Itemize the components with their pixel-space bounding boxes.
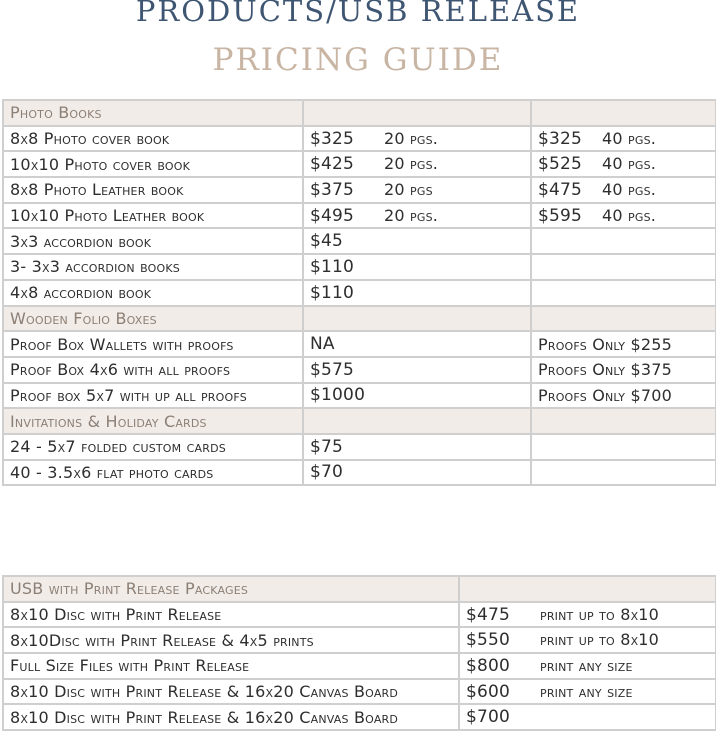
alt-price: $475 [538, 179, 583, 200]
price-cell [303, 203, 531, 229]
price: $110 [310, 256, 355, 277]
section-heading: Wooden Folio Boxes [3, 306, 303, 332]
price: $70 [310, 462, 344, 483]
price: $1000 [310, 385, 366, 406]
page-subtitle: PRICING GUIDE [212, 42, 504, 78]
table-row [3, 627, 716, 653]
price-cell [303, 151, 531, 177]
section-heading-blank [459, 576, 716, 602]
pricing-table-usb [2, 575, 716, 731]
section-heading-blank [531, 408, 716, 434]
item-name: Proof Box 4x6 with all proofs [3, 357, 303, 383]
table-row [3, 151, 716, 177]
price-cell [303, 331, 531, 357]
price-note: print any size [540, 681, 633, 701]
section-heading-blank [303, 306, 531, 332]
alt-price-cell [531, 126, 716, 152]
item-name: 8x10 Disc with Print Release [3, 602, 459, 628]
price-cell [459, 653, 716, 679]
section-header-row [3, 408, 716, 434]
price: $800 [466, 655, 511, 676]
table-row [3, 126, 716, 152]
price: $575 [310, 359, 355, 380]
price-note: 20 pgs [384, 179, 433, 199]
item-name: 8x10Disc with Print Release & 4x5 prints [3, 627, 459, 653]
table-row [3, 203, 716, 229]
price-cell [303, 383, 531, 409]
item-name: 40 - 3.5x6 flat photo cards [3, 460, 303, 486]
alt-price-note: 40 pgs. [602, 128, 657, 148]
table-row [3, 177, 716, 203]
table-row [3, 254, 716, 280]
price-cell [303, 460, 531, 486]
alt-price-cell [531, 357, 716, 383]
item-name: 8x10 Disc with Print Release & 16x20 Canvas Board [3, 704, 459, 730]
price: $425 [310, 154, 355, 175]
table-row [3, 602, 716, 628]
price-cell [303, 357, 531, 383]
table-row [3, 280, 716, 306]
price-note: print up to 8x10 [540, 604, 660, 624]
price-cell [303, 280, 531, 306]
alt-price-cell [531, 280, 716, 306]
item-name: 3- 3x3 accordion books [3, 254, 303, 280]
alt-price-note: 40 pgs. [602, 179, 657, 199]
section-header-row [3, 576, 716, 602]
item-name: 4x8 accordion book [3, 280, 303, 306]
item-name: Full Size Files with Print Release [3, 653, 459, 679]
table-row [3, 383, 716, 409]
alt-price-cell [531, 151, 716, 177]
price-note: 20 pgs. [384, 154, 439, 174]
price: $45 [310, 231, 344, 252]
item-name: Proof Box Wallets with proofs [3, 331, 303, 357]
price-cell [459, 627, 716, 653]
table-row [3, 357, 716, 383]
alt-price-cell [531, 254, 716, 280]
price-note: 20 pgs. [384, 205, 439, 225]
alt-price-note: Proofs Only $375 [538, 360, 673, 380]
alt-price-cell [531, 203, 716, 229]
alt-price-note: 40 pgs. [602, 154, 657, 174]
section-heading-blank [531, 100, 716, 126]
section-heading-blank [303, 408, 531, 434]
table-row [3, 228, 716, 254]
price: $325 [310, 128, 355, 149]
section-header-row [3, 306, 716, 332]
item-name: 24 - 5x7 folded custom cards [3, 434, 303, 460]
section-heading: Photo Books [3, 100, 303, 126]
price-cell [303, 177, 531, 203]
item-name: 10x10 Photo cover book [3, 151, 303, 177]
price-cell [303, 126, 531, 152]
item-name: 3x3 accordion book [3, 228, 303, 254]
price: $110 [310, 282, 355, 303]
alt-price: $325 [538, 128, 583, 149]
item-name: 10x10 Photo Leather book [3, 203, 303, 229]
price-note: 20 pgs. [384, 128, 439, 148]
section-heading-blank [531, 306, 716, 332]
alt-price-cell [531, 383, 716, 409]
table-row [3, 434, 716, 460]
price: NA [310, 334, 335, 355]
table-row [3, 331, 716, 357]
price: $600 [466, 681, 511, 702]
table-row [3, 460, 716, 486]
item-name: Proof box 5x7 with up all proofs [3, 383, 303, 409]
pricing-table-products [2, 99, 716, 486]
alt-price-cell [531, 177, 716, 203]
alt-price-note: Proofs Only $255 [538, 334, 673, 354]
alt-price-cell [531, 228, 716, 254]
price-note: print any size [540, 655, 633, 675]
price: $475 [466, 604, 511, 625]
table-row [3, 679, 716, 705]
section-heading: Invitations & Holiday Cards [3, 408, 303, 434]
price-cell [303, 434, 531, 460]
alt-price-cell [531, 460, 716, 486]
price-note: print up to 8x10 [540, 630, 660, 650]
price: $700 [466, 707, 511, 728]
page-title: PRODUCTS/USB RELEASE [135, 0, 581, 28]
item-name: 8x8 Photo Leather book [3, 177, 303, 203]
price-cell [303, 228, 531, 254]
table-row [3, 704, 716, 730]
table-row [3, 653, 716, 679]
alt-price-cell [531, 434, 716, 460]
price-cell [303, 254, 531, 280]
alt-price-note: Proofs Only $700 [538, 385, 673, 405]
item-name: 8x8 Photo cover book [3, 126, 303, 152]
alt-price-cell [531, 331, 716, 357]
alt-price: $595 [538, 205, 583, 226]
price-cell [459, 704, 716, 730]
price: $75 [310, 436, 344, 457]
item-name: 8x10 Disc with Print Release & 16x20 Canvas Board [3, 679, 459, 705]
price: $375 [310, 179, 355, 200]
alt-price-note: 40 pgs. [602, 205, 657, 225]
price-cell [459, 602, 716, 628]
section-heading-blank [303, 100, 531, 126]
section-heading: USB with Print Release Packages [3, 576, 459, 602]
alt-price: $525 [538, 154, 583, 175]
price: $550 [466, 630, 511, 651]
section-header-row [3, 100, 716, 126]
price: $495 [310, 205, 355, 226]
price-cell [459, 679, 716, 705]
